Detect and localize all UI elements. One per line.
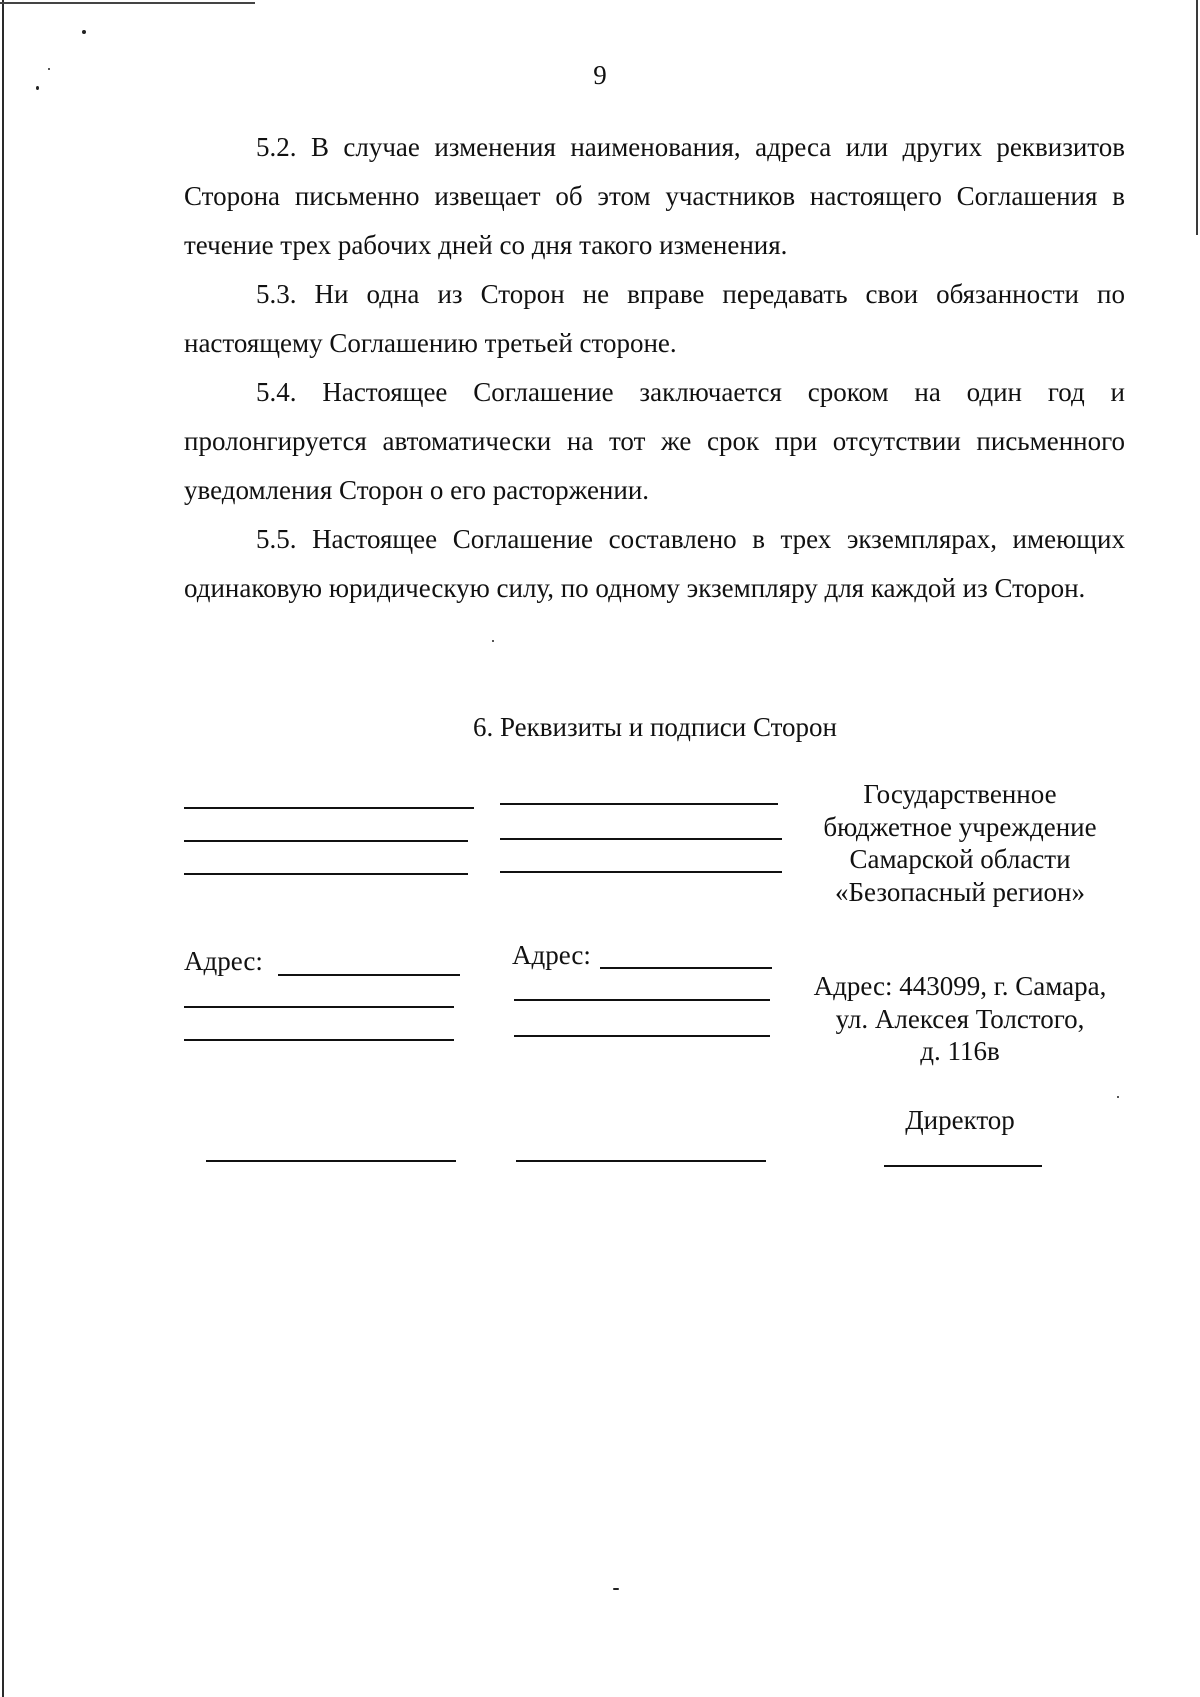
org-line: Самарской области (849, 844, 1071, 874)
scan-speck (492, 640, 494, 642)
address-line: д. 116в (920, 1036, 1000, 1066)
address-line: Адрес: 443099, г. Самара, (813, 971, 1107, 1001)
scan-edge-top (0, 2, 255, 4)
party2-address-line-3 (514, 1035, 770, 1037)
scan-edge-left (2, 0, 4, 1697)
party3-address (795, 970, 1125, 1068)
party1-address-line-1 (278, 974, 460, 976)
scan-speck (613, 1588, 619, 1590)
party1-name-line-1 (184, 807, 474, 809)
party1-address-label: Адрес: (184, 946, 263, 976)
party2-name-line-2 (500, 838, 782, 840)
paragraph-5-2: 5.2. В случае изменения наименования, адреса или других реквизитов Сторона письменно извещает об этом участников настоящего Соглашения в течение трех рабочих дней со дня такого изменения. (184, 132, 1125, 260)
paragraph-5-4: 5.4. Настоящее Соглашение заключается сроком на один год и пролонгируется автоматически на тот же срок при отсутствии письменного уведомления Сторон о его расторжении. (184, 377, 1125, 505)
paragraph-5-3: 5.3. Ни одна из Сторон не вправе передавать свои обязанности по настоящему Соглашению третьей стороне. (184, 279, 1125, 358)
paragraph-5-5: 5.5. Настоящее Соглашение составлено в трех экземплярах, имеющих одинаковую юридическую силу, по одному экземпляру для каждой из Сторон. (184, 524, 1125, 603)
party3-position: Директор (905, 1105, 1015, 1135)
page-number: 9 (593, 60, 607, 90)
section-title: 6. Реквизиты и подписи Сторон (473, 712, 837, 742)
party2-signature-line (516, 1160, 766, 1162)
party1-signature-line (206, 1160, 456, 1162)
org-line: бюджетное учреждение (823, 811, 1097, 842)
party2-address-label: Адрес: (512, 940, 591, 970)
org-line: «Безопасный регион» (835, 876, 1085, 907)
scan-edge-right (1196, 0, 1198, 235)
party1-address-line-3 (184, 1039, 454, 1041)
address-line: ул. Алексея Толстого, (835, 1003, 1085, 1034)
party2-address-line-1 (600, 967, 772, 969)
scan-speck (1117, 1096, 1119, 1098)
party2-address-line-2 (514, 999, 770, 1001)
body-text (184, 123, 1125, 613)
party3-signature-line (884, 1165, 1042, 1167)
party2-name-line-1 (500, 803, 778, 805)
party1-address-line-2 (184, 1006, 454, 1008)
party3-organization (800, 778, 1120, 908)
party2-name-line-3 (500, 871, 782, 873)
org-line: Государственное (863, 779, 1057, 809)
party1-name-line-3 (184, 873, 468, 875)
scan-speck (82, 30, 86, 34)
party1-name-line-2 (184, 840, 468, 842)
